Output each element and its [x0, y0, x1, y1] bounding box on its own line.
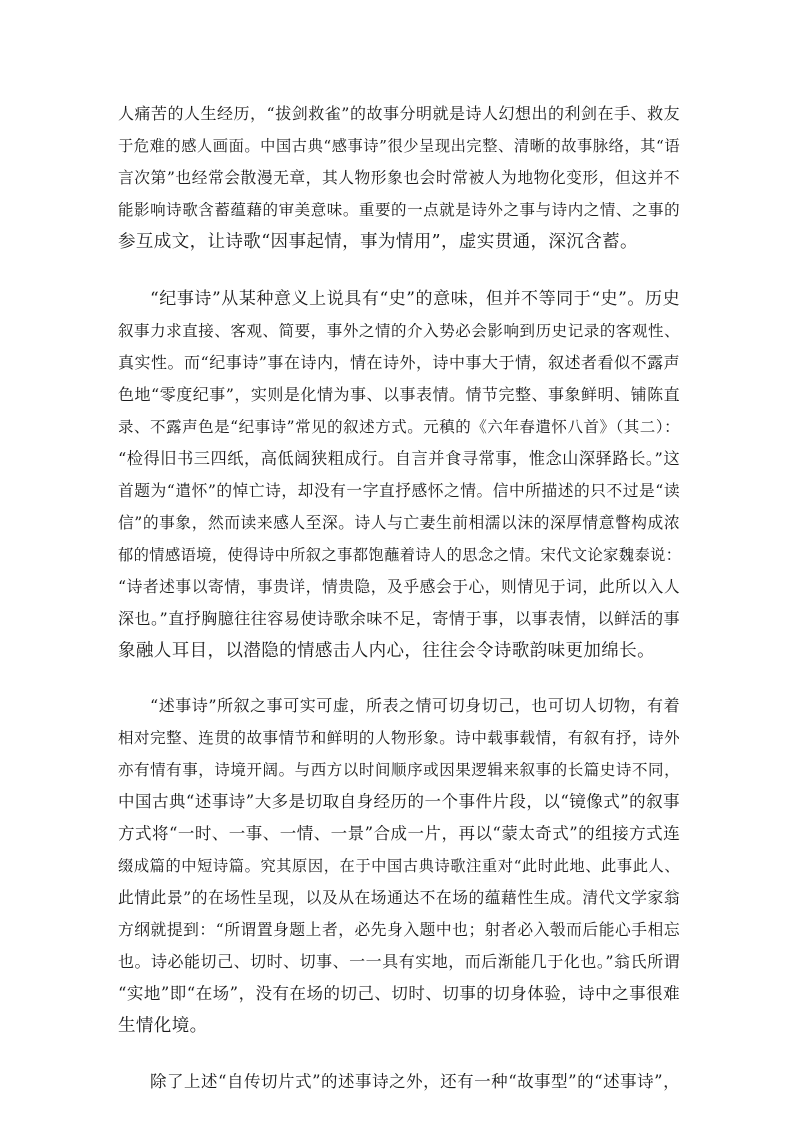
paragraph-line: 缀成篇的中短诗篇。究其原因，在于中国古典诗歌注重对“此时此地、此事此人、: [118, 857, 680, 875]
paragraph-line: 首题为“遣怀”的悼亡诗，却没有一字直抒感怀之情。信中所描述的只不过是“读: [118, 481, 680, 500]
paragraph-line: 象融人耳目，以潜隐的情感击人内心，往往会令诗歌韵味更加绵长。: [118, 641, 655, 661]
paragraph-line: “实地”即“在场”，没有在场的切己、切时、切事的切身体验，诗中之事很难: [118, 984, 680, 1003]
paragraph-line: 生情化境。: [118, 1016, 208, 1036]
paragraph-line: 真实性。而“纪事诗”事在诗内，情在诗外，诗中事大于情，叙述者看似不露声: [118, 353, 680, 372]
paragraph-line: 除了上述“自传切片式”的述事诗之外，还有一种“故事型”的“述事诗”，: [150, 1072, 680, 1091]
paragraph-line: 于危难的感人画面。中国古典“感事诗”很少呈现出完整、清晰的故事脉络，其“语: [118, 137, 680, 155]
paragraph-line: 信”的事象，然而读来感人至深。诗人与亡妻生前相濡以沫的深厚情意瞥构成浓: [118, 513, 680, 532]
paragraph-line: 亦有情有事，诗境开阔。与西方以时间顺序或因果逻辑来叙事的长篇史诗不同，: [118, 761, 680, 779]
paragraph-line: 言次第”也经常会散漫无章，其人物形象也会时常被人为地物化变形，但这并不: [118, 168, 680, 187]
paragraph-line: “述事诗”所叙之事可实可虚，所表之情可切身切己，也可切人切物，有着: [150, 696, 680, 715]
paragraph-line: 此情此景”的在场性呈现，以及从在场通达不在场的蕴藉性生成。清代文学家翁: [118, 888, 680, 907]
paragraph-line: 方式将“一时、一事、一情、一景”合成一片，再以“蒙太奇式”的组接方式连: [118, 824, 680, 843]
paragraph-line: 参互成文，让诗歌“因事起情，事为情用”，虚实贯通，深沉含蓄。: [118, 232, 638, 252]
paragraph-line: 叙事力求直接、客观、简要，事外之情的介入势必会影响到历史记录的客观性、: [118, 322, 680, 340]
paragraph-line: “纪事诗”从某种意义上说具有“史”的意味，但并不等同于“史”。历史: [150, 289, 680, 309]
paragraph-line: 深也。”直抒胸臆往往容易使诗歌余味不足，寄情于事，以事表情，以鲜活的事: [118, 609, 680, 628]
paragraph-line: 郁的情感语境，使得诗中所叙之事都饱蘸着诗人的思念之情。宋代文论家魏泰说：: [118, 546, 682, 564]
paragraph-line: 中国古典“述事诗”大多是切取自身经历的一个事件片段，以“镜像式”的叙事: [118, 792, 680, 811]
paragraph-line: “检得旧书三四纸，高低阔狭粗成行。自言并食寻常事，惟念山深驿路长。”这: [118, 449, 680, 468]
paragraph-line: 人痛苦的人生经历，“拔剑救雀”的故事分明就是诗人幻想出的利剑在手、救友: [118, 104, 680, 123]
paragraph-line: 能影响诗歌含蓄蕴藉的审美意味。重要的一点就是诗外之事与诗内之情、之事的: [118, 201, 680, 219]
paragraph-line: 相对完整、连贯的故事情节和鲜明的人物形象。诗中载事载情，有叙有抒，诗外: [118, 729, 680, 747]
paragraph-line: 录、不露声色是“纪事诗”常见的叙述方式。元稹的《六年春遣怀八首》（其二）：: [118, 418, 680, 436]
paragraph-line: 方纲就提到：“所谓置身题上者，必先身入题中也；射者必入彀而后能心手相忘: [118, 920, 680, 939]
paragraph-line: 也。诗必能切己、切时、切事、一一具有实地，而后渐能几于化也。”翁氏所谓: [118, 952, 680, 971]
paragraph-line: “诗者述事以寄情，事贵详，情贵隐，及乎感会于心，则情见于词，此所以入人: [118, 577, 680, 596]
paragraph-line: 色地“零度纪事”，实则是化情为事、以事表情。情节完整、事象鲜明、铺陈直: [118, 385, 680, 404]
